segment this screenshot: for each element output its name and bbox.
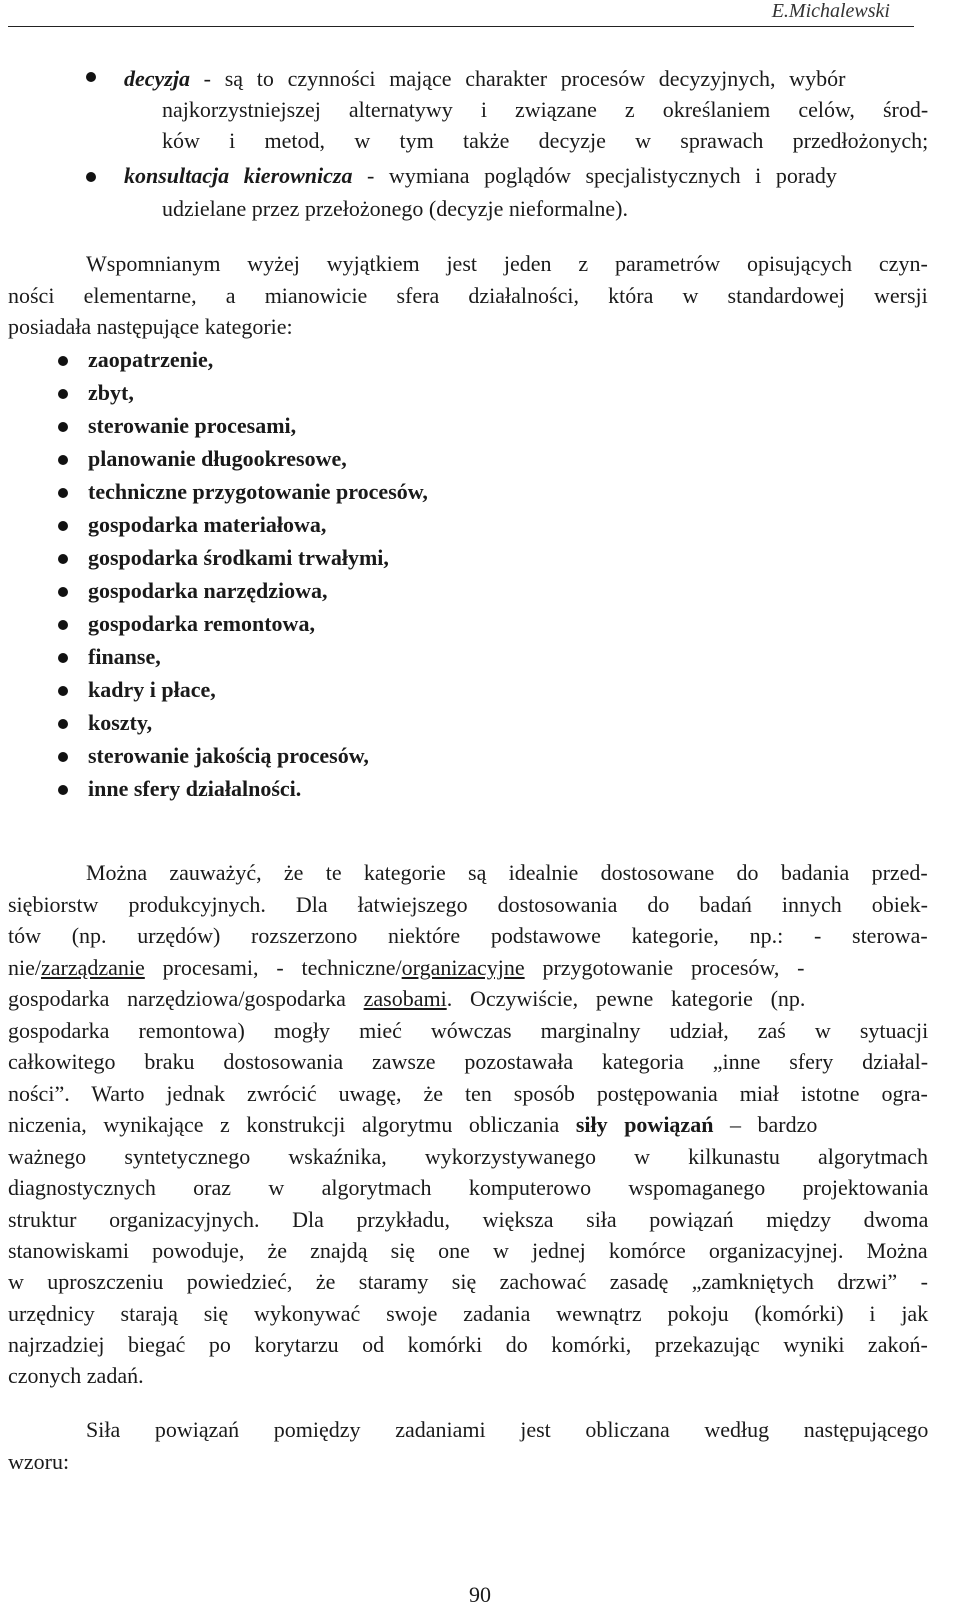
term-organizacyjne: organizacyjne bbox=[401, 955, 525, 980]
main-line: Można zauważyć, że te kategorie są idealnie dostosowane do badania przed- bbox=[86, 860, 928, 885]
main-line: tów (np. urzędów) rozszerzono niektóre podstawowe kategorie, np.: - sterowa- bbox=[8, 923, 928, 948]
category-item: koszty, bbox=[88, 710, 153, 735]
category-item: zbyt, bbox=[88, 380, 134, 405]
bullet-icon bbox=[58, 752, 68, 762]
bullet-icon bbox=[58, 422, 68, 432]
category-item: sterowanie procesami, bbox=[88, 413, 297, 438]
bullet-decyzja-line3: ków i metod, w tym także decyzje w sprawach przedłożonych; bbox=[162, 128, 929, 153]
category-item: finanse, bbox=[88, 644, 161, 669]
main-line: gospodarka narzędziowa/gospodarka zasobami. Oczywiście, pewne kategorie (np. bbox=[8, 986, 806, 1011]
bullet-icon bbox=[58, 455, 68, 465]
main-line: gospodarka remontowa) mogły mieć wówczas marginalny udział, zaś w sytuacji bbox=[8, 1018, 929, 1043]
bullet-decyzja-line1: decyzja - są to czynności mające charakter procesów decyzyjnych, wybór bbox=[124, 66, 846, 91]
category-item: inne sfery działalności. bbox=[88, 776, 302, 801]
category-item: zaopatrzenie, bbox=[88, 347, 214, 372]
bullet-icon bbox=[86, 72, 96, 82]
bullet-icon bbox=[58, 521, 68, 531]
bullet-icon bbox=[58, 620, 68, 630]
main-line: niczenia, wynikające z konstrukcji algorytmu obliczania siły powiązań – bardzo bbox=[8, 1112, 818, 1137]
main-line: struktur organizacyjnych. Dla przykładu, większa siła powiązań między dwoma bbox=[8, 1207, 929, 1232]
running-header: E.Michalewski bbox=[771, 0, 890, 22]
term-konsultacja: konsultacja kierownicza bbox=[124, 163, 353, 188]
page-number: 90 bbox=[469, 1582, 491, 1607]
bullet-icon bbox=[58, 488, 68, 498]
main-line: w uproszczeniu powiedzieć, że staramy się zachować zasadę „zamkniętych drzwi” - bbox=[8, 1269, 928, 1294]
bullet-icon bbox=[58, 587, 68, 597]
category-item: gospodarka remontowa, bbox=[88, 611, 315, 636]
term-zarzadzanie: zarządzanie bbox=[41, 955, 145, 980]
term-decyzja: decyzja bbox=[124, 66, 190, 91]
bullet-decyzja-line2: najkorzystniejszej alternatywy i związane z określaniem celów, środ- bbox=[162, 97, 929, 122]
bullet-icon bbox=[58, 785, 68, 795]
category-item: kadry i płace, bbox=[88, 677, 216, 702]
bullet-icon bbox=[58, 653, 68, 663]
intro-line: Wspomnianym wyżej wyjątkiem jest jeden z parametrów opisujących czyn- bbox=[86, 251, 928, 276]
bullet-icon bbox=[58, 554, 68, 564]
term-sily-powiazan: siły powiązań bbox=[575, 1112, 714, 1137]
closing-line: wzoru: bbox=[8, 1449, 70, 1474]
category-item: sterowanie jakością procesów, bbox=[88, 743, 369, 768]
intro-line: ności elementarne, a mianowicie sfera działalności, która w standardowej wersji bbox=[8, 283, 928, 308]
main-line: nie/zarządzanie procesami, - techniczne/organizacyjne przygotowanie procesów, - bbox=[8, 955, 805, 980]
bullet-icon bbox=[58, 389, 68, 399]
category-item: planowanie długookresowe, bbox=[88, 446, 347, 471]
bullet-icon bbox=[58, 356, 68, 366]
term-zasobami: zasobami bbox=[363, 986, 447, 1011]
main-line: całkowitego braku dostosowania zawsze pozostawała kategoria „inne sfery działal- bbox=[8, 1049, 929, 1074]
main-line: najrzadziej biegać po korytarzu od komórki do komórki, przekazując wyniki zakoń- bbox=[8, 1332, 928, 1357]
category-item: techniczne przygotowanie procesów, bbox=[88, 479, 428, 504]
main-line: diagnostycznych oraz w algorytmach komputerowo wspomaganego projektowania bbox=[8, 1175, 929, 1200]
bullet-konsultacja-line1: konsultacja kierownicza - wymiana poglądów specjalistycznych i porady bbox=[124, 163, 837, 188]
main-line: siębiorstw produkcyjnych. Dla łatwiejszego dostosowania do badań innych obiek- bbox=[8, 892, 929, 917]
bullet-icon bbox=[86, 172, 96, 182]
main-line: ważnego syntetycznego wskaźnika, wykorzystywanego w kilkunastu algorytmach bbox=[8, 1144, 928, 1169]
bullet-icon bbox=[58, 719, 68, 729]
bullet-icon bbox=[58, 686, 68, 696]
bullet-konsultacja-line2: udzielane przez przełożonego (decyzje nieformalne). bbox=[162, 196, 629, 221]
main-line: czonych zadań. bbox=[8, 1363, 144, 1388]
main-line: ności”. Warto jednak zwrócić uwagę, że ten sposób postępowania miał istotne ogra- bbox=[8, 1081, 928, 1106]
main-line: urzędnicy starają się wykonywać swoje zadania wewnątrz pokoju (komórki) i jak bbox=[8, 1301, 929, 1326]
closing-line: Siła powiązań pomiędzy zadaniami jest obliczana według następującego bbox=[86, 1417, 929, 1442]
main-line: stanowiskami powoduje, że znajdą się one w jednej komórce organizacyjnej. Można bbox=[8, 1238, 928, 1263]
intro-line: posiadała następujące kategorie: bbox=[8, 314, 293, 339]
category-item: gospodarka narzędziowa, bbox=[88, 578, 328, 603]
header-rule bbox=[8, 26, 914, 27]
category-item: gospodarka środkami trwałymi, bbox=[88, 545, 389, 570]
category-item: gospodarka materiałowa, bbox=[88, 512, 327, 537]
